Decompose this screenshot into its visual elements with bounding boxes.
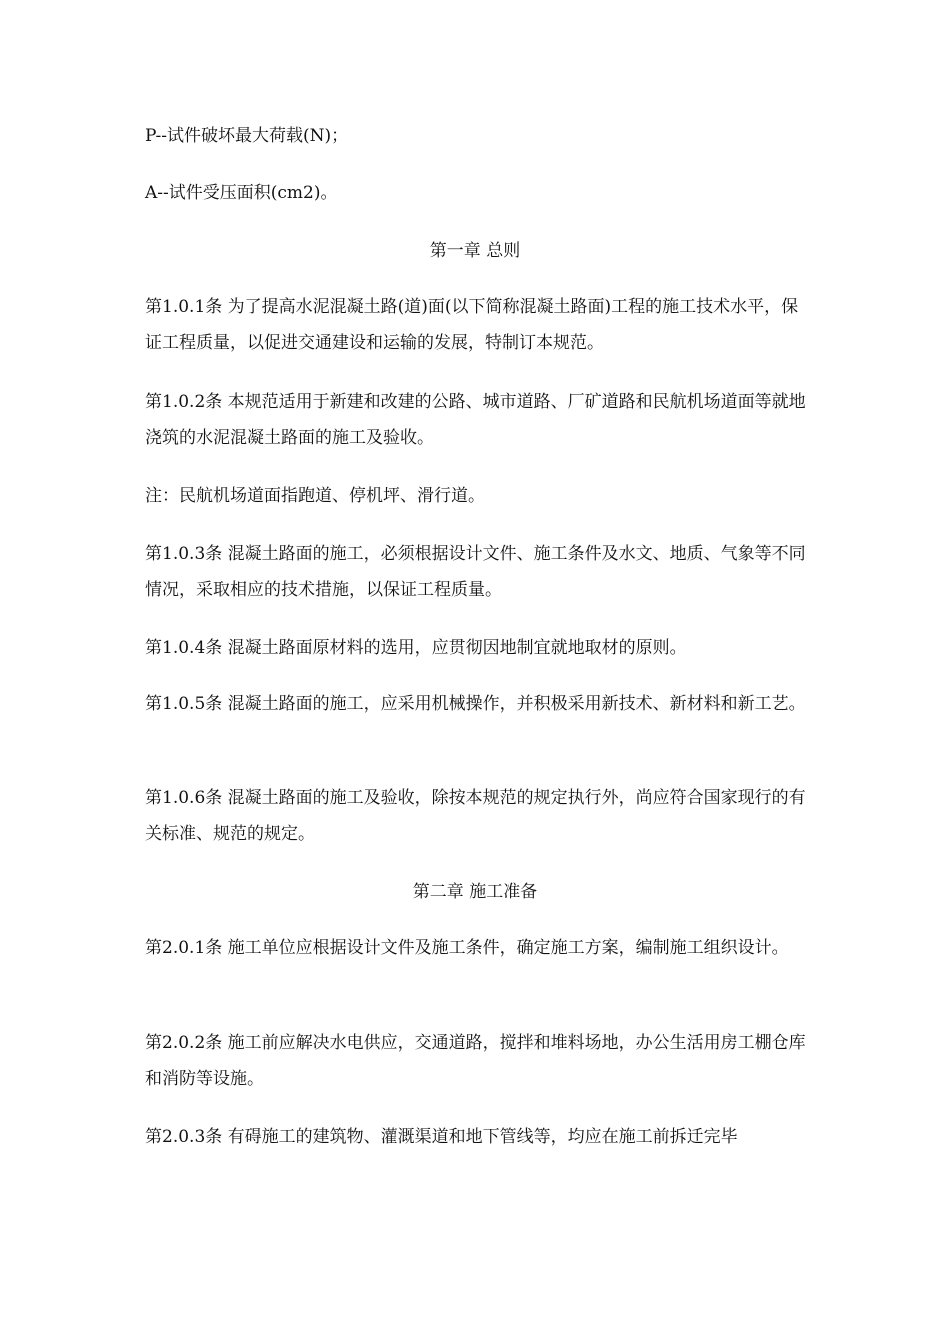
- article-1-0-6: 第1.0.6条 混凝土路面的施工及验收，除按本规范的规定执行外，尚应符合国家现行的有关标准、规范的规定。: [145, 788, 806, 844]
- chapter-2-heading: 第二章 施工准备: [412, 882, 538, 902]
- article-2-0-2: 第2.0.2条 施工前应解决水电供应，交通道路，搅拌和堆料场地，办公生活用房工棚仓库和消防等设施。: [145, 1033, 806, 1089]
- article-1-0-3: 第1.0.3条 混凝土路面的施工，必须根据设计文件、施工条件及水文、地质、气象等不同情况，采取相应的技术措施，以保证工程质量。: [145, 544, 806, 600]
- article-2-0-1: 第2.0.1条 施工单位应根据设计文件及施工条件，确定施工方案，编制施工组织设计。: [145, 938, 789, 958]
- article-1-0-4: 第1.0.4条 混凝土路面原材料的选用，应贯彻因地制宜就地取材的原则。: [145, 638, 687, 658]
- article-2-0-3: 第2.0.3条 有碍施工的建筑物、灌溉渠道和地下管线等，均应在施工前拆迁完毕: [145, 1127, 738, 1147]
- article-note: 注：民航机场道面指跑道、停机坪、滑行道。: [145, 486, 485, 506]
- article-1-0-5: 第1.0.5条 混凝土路面的施工，应采用机械操作，并积极采用新技术、新材料和新工艺。: [145, 694, 806, 714]
- chapter-1-heading: 第一章 总则: [429, 241, 521, 261]
- definition-p: P--试件破坏最大荷载(N)；: [145, 126, 349, 146]
- definition-a: A--试件受压面积(cm2)。: [145, 183, 338, 203]
- article-1-0-1: 第1.0.1条 为了提高水泥混凝土路(道)面(以下简称混凝土路面)工程的施工技术水平，保证工程质量，以促进交通建设和运输的发展，特制订本规范。: [145, 297, 799, 353]
- article-1-0-2: 第1.0.2条 本规范适用于新建和改建的公路、城市道路、厂矿道路和民航机场道面等就地浇筑的水泥混凝土路面的施工及验收。: [145, 392, 806, 448]
